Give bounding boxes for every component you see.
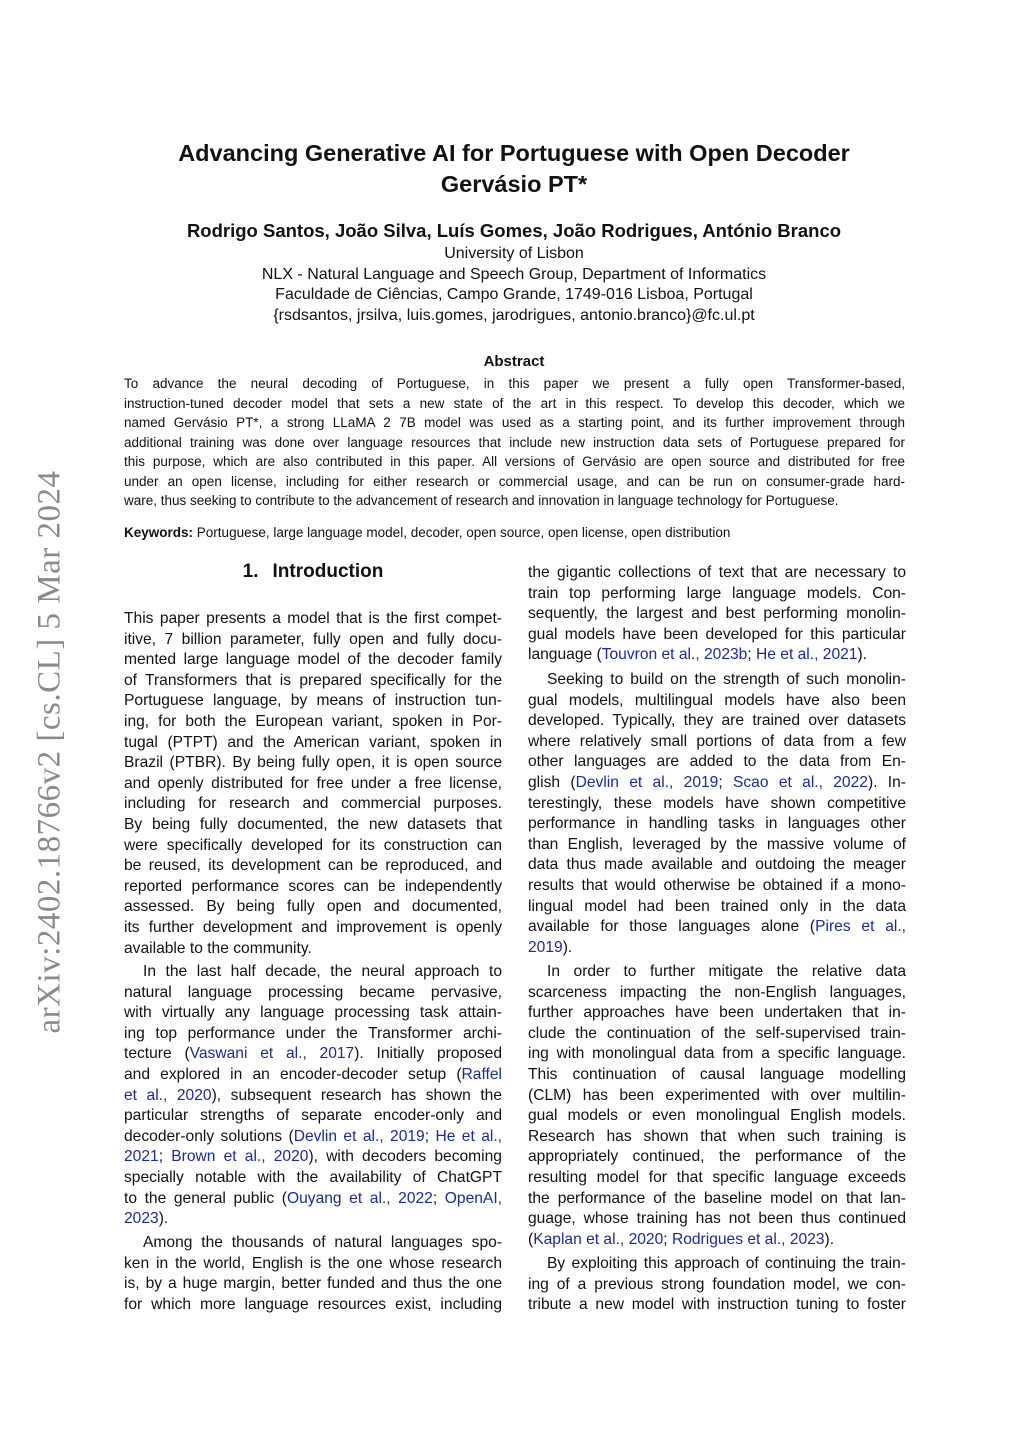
text-line: performance in handling tasks in languages other — [528, 815, 906, 833]
intro-paragraph-1 — [124, 609, 502, 959]
text-line: gual models have been developed for this particular — [528, 625, 906, 643]
text-line: to the general public (Ouyang et al., 2022; OpenAI, — [124, 1189, 502, 1207]
text-line: the performance of the baseline model on that lan- — [528, 1189, 906, 1207]
paper-title — [124, 138, 904, 200]
text-line: and explored in an encoder-decoder setup (Raffel — [124, 1065, 502, 1083]
arxiv-identifier: arXiv:2402.18766v2 [cs.CL] 5 Mar 2024 — [31, 470, 68, 1034]
text-line: ing, for both the European variant, spoken in Por- — [124, 712, 502, 730]
text-line: sequently, the largest and best performing monolin- — [528, 605, 906, 623]
citation-link[interactable]: Raffel — [461, 1065, 502, 1083]
text-line: Research has shown that when such training is — [528, 1127, 906, 1145]
text-line: (CLM) has been experimented with over multilin- — [528, 1086, 906, 1104]
right-paragraph-4 — [528, 1254, 906, 1316]
text-line: train top performing large language models. Con- — [528, 584, 906, 602]
text-line: itive, 7 billion parameter, fully open and fully docu- — [124, 630, 502, 648]
affiliation-block — [124, 244, 904, 326]
affiliation-emails: {rsdsantos, jrsilva, luis.gomes, jarodrigues, antonio.branco}@fc.ul.pt — [273, 306, 755, 324]
text-line: of Transformers that is prepared specifically for the — [124, 671, 502, 689]
section-heading-introduction — [124, 561, 502, 583]
keywords — [124, 525, 905, 540]
text-line: assessed. By being fully open and documented, — [124, 898, 502, 916]
text-line: further approaches have been undertaken that in- — [528, 1004, 906, 1022]
citation-link[interactable]: He et al., — [435, 1127, 502, 1145]
text-line: where relatively small portions of data from a few — [528, 732, 906, 750]
text-line: 2023). — [124, 1210, 169, 1228]
affiliation-address: Faculdade de Ciências, Campo Grande, 1749-016 Lisboa, Portugal — [275, 286, 753, 303]
abstract-body — [124, 374, 905, 511]
text-line: lingual model had been trained only in the data — [528, 897, 906, 915]
text-line: This paper presents a model that is the first compet- — [124, 610, 502, 627]
text-line: ing with monolingual data from a specific language. — [528, 1045, 906, 1063]
text-line: tugal (PTPT) and the American variant, spoken in — [124, 733, 502, 751]
text-line: available for those languages alone (Pires et al., — [528, 918, 906, 936]
text-line: glish (Devlin et al., 2019; Scao et al., 2022). In- — [528, 773, 906, 791]
text-line: Among the thousands of natural languages spo- — [143, 1234, 502, 1251]
text-line: terestingly, these models have shown competitive — [528, 794, 906, 812]
text-line: mented large language model of the decoder family — [124, 651, 502, 669]
text-line: with virtually any language processing task attain- — [124, 1004, 502, 1022]
abstract-line: under an open license, including for either research or commercial usage, and can be run on consumer-grade hard- — [124, 473, 905, 489]
abstract-line: this purpose, which are also contributed in this paper. All versions of Gervásio are open source and distributed for free — [124, 454, 905, 469]
text-line: ing top performance under the Transformer archi- — [124, 1024, 502, 1042]
right-paragraph-1 — [528, 563, 906, 666]
text-line: and openly distributed for free under a free license, — [124, 774, 502, 792]
citation-link[interactable]: Pires et al., — [815, 918, 906, 936]
text-line: This continuation of causal language modelling — [528, 1065, 906, 1083]
text-line: resulting model for that specific language exceeds — [528, 1168, 906, 1186]
text-line: is, by a huge margin, better funded and thus the one — [124, 1275, 502, 1293]
text-line: be reused, its development can be reproduced, and — [124, 857, 502, 875]
text-line: for which more language resources exist, including — [124, 1295, 502, 1313]
keywords-text: Portuguese, large language model, decoder, open source, open license, open distribution — [196, 525, 731, 540]
text-line: data thus made available and outdoing the meager — [528, 856, 906, 874]
text-line: available to the community. — [124, 939, 312, 957]
text-line: ing of a previous strong foundation model, we con- — [528, 1275, 906, 1293]
abstract-line: ware, thus seeking to contribute to the advancement of research and innovation in language technology for Portuguese. — [124, 493, 839, 508]
text-line: Brazil (PTBR). By being fully open, it is open source — [124, 754, 502, 772]
text-line: other languages are added to the data from En- — [528, 753, 906, 771]
citation-link[interactable]: Kaplan et al., 2020 — [533, 1230, 664, 1248]
text-line: the gigantic collections of text that are necessary to — [528, 564, 906, 581]
text-line: scarceness impacting the non-English languages, — [528, 983, 906, 1001]
text-line: 2021; Brown et al., 2020), with decoders becoming — [124, 1148, 502, 1166]
citation-link[interactable]: OpenAI, — [444, 1189, 502, 1207]
citation-link[interactable]: 2019 — [528, 938, 563, 956]
citation-link[interactable]: He et al., 2021 — [756, 646, 858, 664]
text-line: particular strengths of separate encoder-only and — [124, 1107, 502, 1125]
text-line: guage, whose training has not been thus continued — [528, 1210, 906, 1228]
text-line: natural language processing became pervasive, — [124, 983, 502, 1001]
abstract-line: instruction-tuned decoder model that sets a new state of the art in this respect. To develop this decoder, which we — [124, 395, 905, 411]
citation-link[interactable]: 2023 — [124, 1210, 159, 1228]
intro-paragraph-2 — [124, 962, 502, 1230]
citation-link[interactable]: et al., 2020 — [124, 1086, 212, 1104]
text-line: By being fully documented, the new datasets that — [124, 815, 502, 833]
abstract-line: additional training was done over language resources that include new instruction data sets of Portuguese prepared for — [124, 434, 905, 450]
text-line: its further development and improvement is openly — [124, 918, 502, 936]
text-line: In the last half decade, the neural approach to — [143, 963, 502, 980]
citation-link[interactable]: Devlin et al., 2019 — [293, 1127, 425, 1145]
right-paragraph-3 — [528, 962, 906, 1250]
citation-link[interactable]: Rodrigues et al., 2023 — [671, 1230, 825, 1248]
title-line-1: Advancing Generative AI for Portuguese with Open Decoder — [178, 140, 850, 166]
text-line: reported performance scores can be independently — [124, 877, 502, 895]
text-line: Portuguese language, by means of instruction tun- — [124, 692, 502, 710]
abstract-heading: Abstract — [483, 353, 545, 370]
section-number: 1. — [242, 561, 259, 582]
text-line: appropriately continued, the performance of the — [528, 1148, 906, 1166]
text-line: By exploiting this approach of continuing the train- — [547, 1255, 906, 1272]
text-line: language (Touvron et al., 2023b; He et al., 2021). — [528, 646, 867, 664]
text-line: were specifically developed for its construction can — [124, 836, 502, 854]
text-line: decoder-only solutions (Devlin et al., 2019; He et al., — [124, 1127, 502, 1145]
citation-link[interactable]: Ouyang et al., 2022 — [286, 1189, 433, 1207]
citation-link[interactable]: Vaswani et al., 2017 — [189, 1045, 355, 1063]
text-line: Seeking to build on the strength of such monolin- — [547, 671, 906, 688]
text-line: et al., 2020), subsequent research has shown the — [124, 1086, 502, 1104]
section-title: Introduction — [272, 561, 384, 582]
abstract-line: To advance the neural decoding of Portuguese, in this paper we present a fully open Transformer-based, — [124, 376, 905, 391]
text-line: including for research and commercial purposes. — [124, 795, 502, 813]
text-line: tribute a new model with instruction tuning to foster — [528, 1296, 906, 1314]
keywords-label: Keywords: — [124, 525, 194, 540]
text-line: results that would otherwise be obtained if a mono- — [528, 876, 906, 894]
citation-link[interactable]: 2021 — [124, 1148, 159, 1166]
text-line: specially notable with the availability of ChatGPT — [124, 1168, 502, 1186]
intro-paragraph-3 — [124, 1233, 502, 1315]
abstract-line: named Gervásio PT*, a strong LLaMA 2 7B model was used as a starting point, and its further improvement through — [124, 415, 905, 430]
citation-link[interactable]: Devlin et al., 2019 — [575, 773, 719, 791]
text-line: clude the continuation of the self-supervised train- — [528, 1024, 906, 1042]
text-line: gual models or even monolingual English models. — [528, 1107, 906, 1125]
title-line-2: Gervásio PT* — [440, 171, 588, 197]
text-line: In order to further mitigate the relative data — [547, 963, 906, 980]
text-line: developed. Typically, they are trained over datasets — [528, 712, 906, 730]
citation-link[interactable]: Brown et al., 2020 — [171, 1148, 309, 1166]
author-list: Rodrigo Santos, João Silva, Luís Gomes, João Rodrigues, António Branco — [186, 220, 842, 241]
text-line: 2019). — [528, 938, 573, 956]
text-line: ken in the world, English is the one whose research — [124, 1254, 502, 1272]
citation-link[interactable]: Touvron et al., 2023b — [601, 646, 748, 664]
text-line: than English, leveraged by the massive volume of — [528, 835, 906, 853]
text-line: gual models, multilingual models have also been — [528, 691, 906, 709]
right-paragraph-2 — [528, 670, 906, 958]
affiliation-university: University of Lisbon — [444, 245, 584, 262]
affiliation-group: NLX - Natural Language and Speech Group, Department of Informatics — [261, 265, 767, 283]
text-line: tecture (Vaswani et al., 2017). Initially proposed — [124, 1045, 502, 1063]
citation-link[interactable]: Scao et al., 2022 — [732, 773, 868, 791]
text-line: (Kaplan et al., 2020; Rodrigues et al., 2023). — [528, 1230, 835, 1248]
